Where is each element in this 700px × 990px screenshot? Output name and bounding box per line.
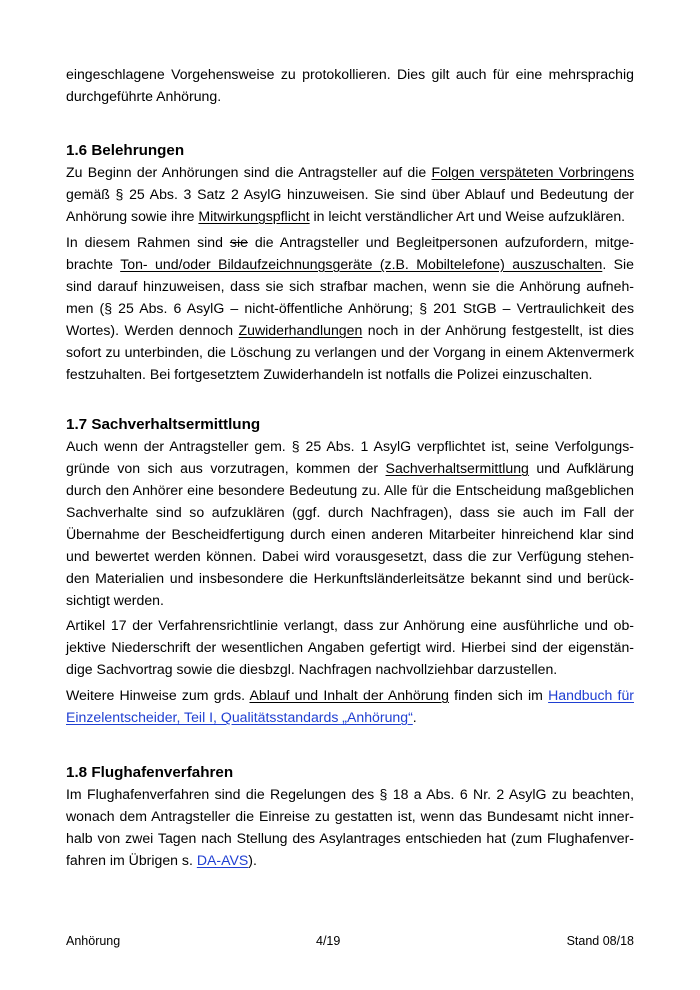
text-line [66, 205, 634, 227]
text-run: in leicht verständlicher Art und Weise aufzuklären. [309, 208, 626, 224]
footer-date: Stand 08/18 [566, 934, 634, 948]
belehrungen-paragraph-2 [66, 231, 634, 385]
text-line: sichtigt werden. [66, 592, 164, 608]
text-line [66, 231, 634, 253]
text-line: Sachverhalte sind so aufzuklären (ggf. durch Nachfragen), dass sie auch im Fall der [66, 504, 634, 520]
handbuch-link-continued[interactable]: Einzelentscheider, Teil I, Qualitätsstandards „Anhörung“ [66, 709, 413, 725]
sachverhalt-paragraph-2 [66, 614, 634, 680]
text-run: . [412, 709, 417, 725]
text-line: Übernahme der Bescheidfertigung durch einen anderen Mitarbeiter hinreichend klar sind [66, 526, 634, 542]
sachverhalt-paragraph-3 [66, 684, 634, 728]
underlined-term: Zuwiderhandlungen [238, 322, 363, 338]
text-line: Auch wenn der Antragsteller gem. § 25 Abs. 1 AsylG verpflichtet ist, seine Verfolgungs- [66, 438, 634, 454]
text-run: Anhörung sowie ihre [66, 208, 199, 224]
footer-title: Anhörung [66, 934, 121, 948]
flughafen-paragraph [66, 783, 634, 871]
page-number: 4/19 [316, 934, 341, 948]
text-run: fahren im Übrigen s. [66, 852, 197, 868]
intro-line-2: durchgeführte Anhörung. [66, 88, 222, 104]
text-line [66, 319, 634, 341]
underlined-term: Sachverhaltsermittlung [385, 460, 529, 476]
text-line: sind darauf hinzuweisen, dass sie sich strafbar machen, wenn sie die Anhörung aufneh- [66, 278, 634, 294]
text-run: Wortes). Werden dennoch [66, 322, 239, 338]
text-line: jektive Niederschrift der wesentlichen Angaben gefertigt wird. Hierbei sind der eigenstän- [66, 639, 634, 655]
text-run: Weitere Hinweise zum grds. [66, 687, 250, 703]
text-run: ). [248, 852, 257, 868]
intro-paragraph [66, 63, 634, 107]
handbuch-link[interactable]: Handbuch für [548, 687, 634, 703]
text-line: halb von zwei Tagen nach Stellung des Asylantrages entschieden hat (zum Flughafenver- [66, 830, 634, 846]
da-avs-link[interactable]: DA-AVS [196, 852, 249, 868]
text-line: dige Sachvortrag sowie die diesbzgl. Nachfragen nachvollziehbar darzustellen. [66, 661, 558, 677]
text-line [66, 161, 634, 183]
text-run: finden sich im [448, 687, 549, 703]
text-line: men (§ 25 Abs. 6 AsylG – nicht-öffentliche Anhörung; § 201 StGB – Vertraulichkeit des [66, 300, 634, 316]
sachverhalt-paragraph-1 [66, 435, 634, 611]
text-line: Artikel 17 der Verfahrensrichtlinie verlangt, dass zur Anhörung eine ausführliche und ob- [66, 617, 634, 633]
text-run: Zu Beginn der Anhörungen sind die Antragsteller auf die [66, 164, 432, 180]
text-run: und Aufklärung [528, 460, 634, 476]
text-run: die Antragsteller und Begleitpersonen aufzufordern, mitge- [247, 234, 634, 250]
section-heading-1-6: 1.6 Belehrungen [66, 142, 185, 159]
text-run: brachte [66, 256, 121, 272]
intro-line-1: eingeschlagene Vorgehensweise zu protokollieren. Dies gilt auch für eine mehrsprachig [66, 66, 634, 82]
underlined-term: Folgen verspäteten Vorbringens [431, 164, 635, 180]
underlined-term: Ton- und/oder Bildaufzeichnungsgeräte (z.B. Mobiltelefone) auszuschalten [120, 256, 603, 272]
text-line [66, 706, 634, 728]
text-line [66, 457, 634, 479]
text-run: In diesem Rahmen sind [66, 234, 230, 250]
underlined-term: Ablauf und Inhalt der Anhörung [249, 687, 449, 703]
text-line [66, 684, 634, 706]
text-line: Im Flughafenverfahren sind die Regelungen des § 18 a Abs. 6 Nr. 2 AsylG zu beachten, [66, 786, 634, 802]
text-line: den Materialien und insbesondere die Herkunftsländerleitsätze bekannt sind und berück- [66, 570, 634, 586]
struck-word: sie [229, 234, 248, 250]
section-heading-1-8: 1.8 Flughafenverfahren [66, 764, 234, 781]
text-line: wonach dem Antragsteller die Einreise zu gestatten ist, wenn das Bundesamt nicht inner- [66, 808, 634, 824]
text-line: gemäß § 25 Abs. 3 Satz 2 AsylG hinzuweisen. Sie sind über Ablauf und Bedeutung der [66, 186, 634, 202]
text-line: und bewertet werden können. Dabei wird vorausgesetzt, dass die zur Verfügung stehen- [66, 548, 634, 564]
text-line [66, 849, 634, 871]
text-line: sofort zu unterbinden, die Löschung zu verlangen und der Vorgang in einem Aktenvermerk [66, 344, 634, 360]
section-heading-1-7: 1.7 Sachverhaltsermittlung [66, 416, 261, 433]
text-line [66, 253, 634, 275]
text-line: festzuhalten. Bei fortgesetztem Zuwiderhandeln ist notfalls die Polizei einzuschalten. [66, 366, 593, 382]
belehrungen-paragraph-1 [66, 161, 634, 227]
text-run: . Sie [602, 256, 635, 272]
underlined-term: Mitwirkungspflicht [198, 208, 310, 224]
text-run: gründe von sich aus vorzutragen, kommen der [66, 460, 386, 476]
text-line: durch den Anhörer eine besondere Bedeutung zu. Alle für die Entscheidung maßgeblichen [66, 482, 634, 498]
text-run: noch in der Anhörung festgestellt, ist dies [362, 322, 634, 338]
